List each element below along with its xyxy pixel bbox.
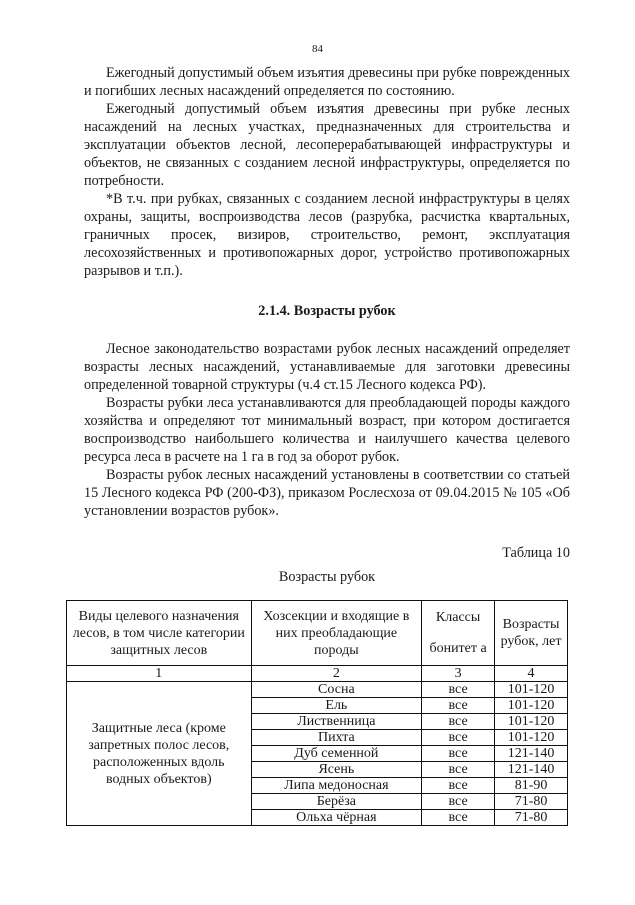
cell-felling-age: 101-120: [495, 714, 568, 730]
cell-felling-age: 71-80: [495, 810, 568, 826]
page-number: 84: [312, 43, 323, 55]
cell-species: Берёза: [251, 794, 422, 810]
cell-bonitet-class: все: [422, 682, 495, 698]
table-label: Таблица 10: [502, 545, 570, 561]
column-number: 4: [495, 666, 568, 682]
paragraph-footnote: *В т.ч. при рубках, связанных с созданием лесной инфраструктуры в целях охраны, защиты, воспроизводства лесов (разрубка, расчистка квартальных, граничных просек, визиров, строительство, ремонт, эксплуатация лесохозяйственных и противопожарных дорог, устройство противопожарных разрывов и т.п.).: [84, 191, 570, 279]
cell-bonitet-class: все: [422, 698, 495, 714]
cell-species: Дуб семенной: [251, 746, 422, 762]
header-species: Хозсекции и входящие в них преобладающие породы: [251, 601, 422, 666]
cell-felling-age: 101-120: [495, 682, 568, 698]
header-felling-age: Возрасты рубок, лет: [495, 601, 568, 666]
paragraph-felling-ages: Возрасты рубки леса устанавливаются для преобладающей породы каждого хозяйства и определяют тот минимальный возраст, при котором достигается воспроизводство наибольшего количества и наилучшего качества целевого ресурса леса в расчете на 1 га в год за оборот рубок.: [84, 395, 570, 465]
cell-bonitet-class: все: [422, 730, 495, 746]
cell-felling-age: 71-80: [495, 794, 568, 810]
document-body: [72, 64, 570, 826]
header-bonitet: [422, 601, 495, 666]
felling-ages-table: [66, 600, 568, 826]
column-number: 2: [251, 666, 422, 682]
cell-felling-age: 81-90: [495, 778, 568, 794]
cell-forest-category: Защитные леса (кроме запретных полос лесов, расположенных вдоль водных объектов): [67, 682, 252, 826]
cell-felling-age: 101-120: [495, 730, 568, 746]
cell-species: Липа медоносная: [251, 778, 422, 794]
column-number: 1: [67, 666, 252, 682]
cell-felling-age: 101-120: [495, 698, 568, 714]
header-forest-purpose: Виды целевого назначения лесов, в том числе категории защитных лесов: [67, 601, 252, 666]
paragraph-legislation: Лесное законодательство возрастами рубок лесных насаждений определяет возрасты лесных насаждений, устанавливаемые для заготовки древесины определенной товарной структуры (ч.4 ст.15 Лесного кодекса РФ).: [84, 341, 570, 393]
cell-species: Лиственница: [251, 714, 422, 730]
cell-bonitet-class: все: [422, 794, 495, 810]
table-caption: Возрасты рубок: [278, 569, 376, 585]
cell-species: Ель: [251, 698, 422, 714]
column-number: 3: [422, 666, 495, 682]
table-row: [67, 682, 568, 698]
table-body: [67, 666, 568, 826]
cell-felling-age: 121-140: [495, 762, 568, 778]
cell-species: Ольха чёрная: [251, 810, 422, 826]
cell-bonitet-class: все: [422, 746, 495, 762]
cell-felling-age: 121-140: [495, 746, 568, 762]
cell-species: Пихта: [251, 730, 422, 746]
cell-bonitet-class: все: [422, 778, 495, 794]
paragraph-infrastructure: Ежегодный допустимый объем изъятия древесины при рубке лесных насаждений на лесных участках, предназначенных для строительства и эксплуатации объектов лесной, лесоперерабатывающей инфраструктуры и объектов, не связанных с созданием лесной инфраструктуры, определяется по потребности.: [84, 101, 570, 189]
cell-bonitet-class: все: [422, 762, 495, 778]
cell-species: Ясень: [251, 762, 422, 778]
cell-species: Сосна: [251, 682, 422, 698]
header-bonitet-top: Классы: [435, 610, 481, 625]
paragraph-order-reference: Возрасты рубок лесных насаждений установлены в соответствии со статьей 15 Лесного кодекса РФ (200-ФЗ), приказом Рослесхоза от 09.04.2015 № 105 «Об установлении возрастов рубок».: [84, 467, 570, 519]
section-heading: 2.1.4. Возрасты рубок: [258, 303, 396, 319]
column-number-row: [67, 666, 568, 682]
paragraph-damaged-stands: Ежегодный допустимый объем изъятия древесины при рубке поврежденных и погибших лесных насаждений определяется по состоянию.: [84, 65, 570, 99]
header-bonitet-bottom: бонитет а: [429, 641, 487, 656]
table-header-row: [67, 601, 568, 666]
cell-bonitet-class: все: [422, 714, 495, 730]
cell-bonitet-class: все: [422, 810, 495, 826]
